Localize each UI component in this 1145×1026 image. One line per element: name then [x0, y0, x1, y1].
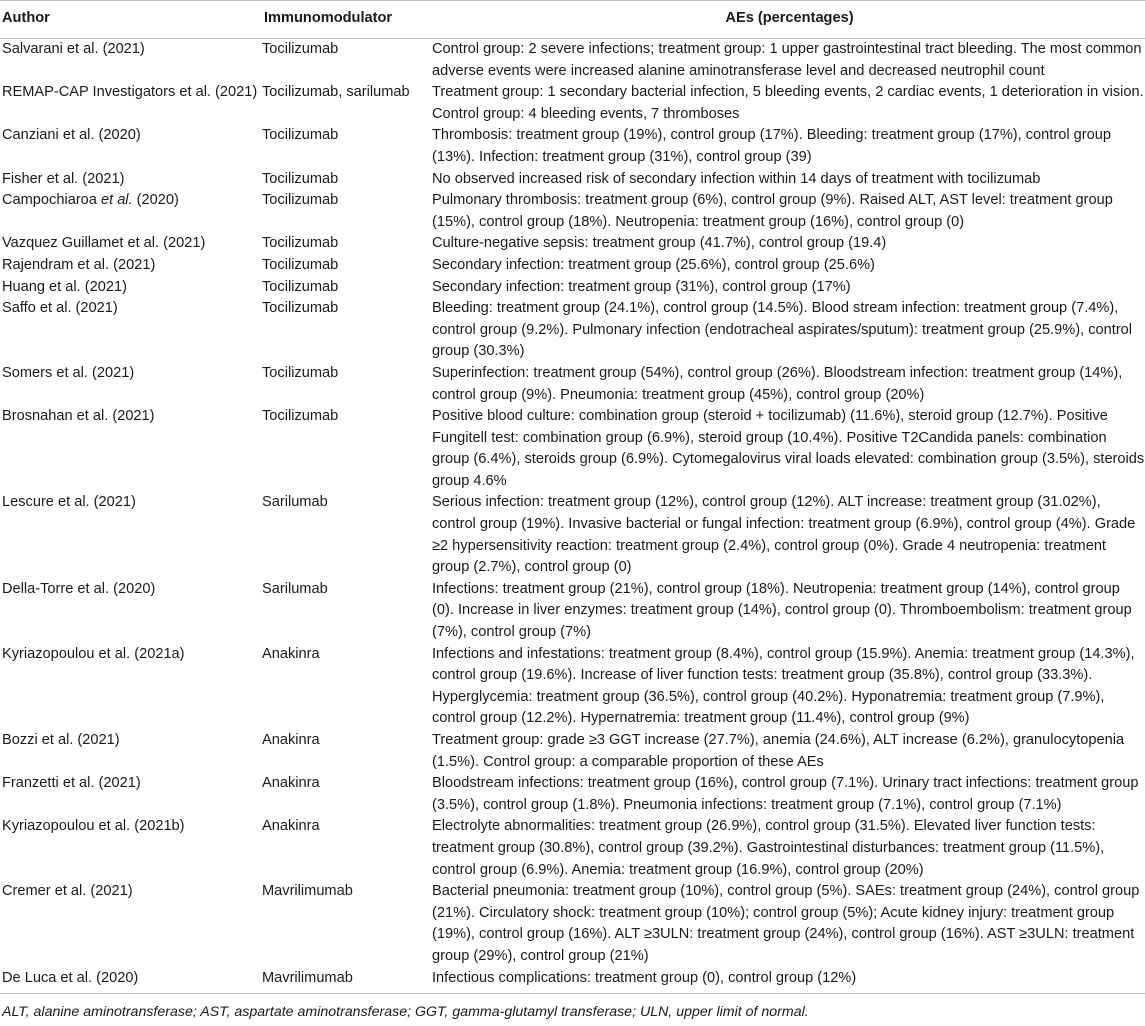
cell-aes: Culture-negative sepsis: treatment group (41.7%), control group (19.4)	[432, 235, 887, 252]
cell-immunomodulator: Tocilizumab	[262, 235, 339, 252]
cell-aes: Bleeding: treatment group (24.1%), control group (14.5%). Blood stream infection: treatment group (7.4%), control group (9.2%). Pulmonary infection (endotracheal aspirates/sputum): treatment group (25.9%), control group (30.3%)	[432, 300, 1133, 360]
table-row	[0, 298, 1145, 363]
cell-aes: Treatment group: grade ≥3 GGT increase (27.7%), anemia (24.6%), ALT increase (6.2%), granulocytopenia (1.5%). Control group: a comparable proportion of these AEs	[432, 732, 1125, 770]
cell-immunomodulator: Tocilizumab, sarilumab	[262, 84, 410, 101]
cell-aes: Serious infection: treatment group (12%), control group (12%). ALT increase: treatment group (31.02%), control group (19%). Invasive bacterial or fungal infection: treatment group (6.9%), control group (4%). Grade ≥2 hypersensitivity reaction: treatment group (2.4%), control group (0%). Grade 4 neutropenia: treatment group (2.7%), control group (0)	[432, 494, 1136, 576]
cell-immunomodulator: Anakinra	[262, 732, 320, 748]
table-row	[0, 881, 1145, 967]
author-et-al: et al.	[100, 192, 133, 209]
cell-aes: Treatment group: 1 secondary bacterial infection, 5 bleeding events, 2 cardiac events, 1 deterioration in vision. Control group: 4 bleeding events, 7 thromboses	[432, 84, 1144, 122]
table-row	[0, 233, 1145, 255]
cell-aes: Bacterial pneumonia: treatment group (10%), control group (5%). SAEs: treatment group (24%), control group (21%). Circulatory shock: treatment group (10%); control group (5%); Acute kidney injury: treatment group (19%), control group (16%). ALT ≥3ULN: treatment group (24%), control group (16%). AST ≥3ULN: treatment group (29%), control group (21%)	[432, 883, 1140, 964]
cell-author: Brosnahan et al. (2021)	[2, 408, 155, 425]
cell-immunomodulator: Anakinra	[262, 775, 320, 792]
header-author: Author	[0, 1, 262, 39]
table-row	[0, 125, 1145, 168]
cell-immunomodulator: Tocilizumab	[262, 41, 339, 57]
cell-author: Cremer et al. (2021)	[2, 883, 133, 900]
cell-author: Franzetti et al. (2021)	[2, 775, 141, 792]
cell-immunomodulator: Tocilizumab	[262, 300, 339, 317]
table-row	[0, 190, 1145, 233]
cell-author: Canziani et al. (2020)	[2, 127, 141, 144]
cell-immunomodulator: Sarilumab	[262, 494, 328, 511]
cell-aes: Secondary infection: treatment group (25.6%), control group (25.6%)	[432, 256, 875, 273]
cell-immunomodulator: Anakinra	[262, 645, 320, 662]
cell-author: Kyriazopoulou et al. (2021b)	[2, 818, 185, 835]
header-aes: AEs (percentages)	[432, 1, 1145, 39]
cell-author: Somers et al. (2021)	[2, 364, 135, 381]
cell-aes: Bloodstream infections: treatment group (16%), control group (7.1%). Urinary tract infections: treatment group (3.5%), control group (1.8%). Pneumonia infections: treatment group (7.1%), control group (7.1%)	[432, 775, 1139, 813]
cell-author: REMAP-CAP Investigators et al. (2021)	[2, 84, 258, 101]
table-row	[0, 277, 1145, 299]
cell-immunomodulator: Tocilizumab	[262, 256, 339, 273]
header-immunomodulator: Immunomodulator	[262, 1, 432, 39]
table-row	[0, 169, 1145, 191]
table-row	[0, 730, 1145, 773]
table-row	[0, 644, 1145, 730]
cell-immunomodulator: Mavrilimumab	[262, 968, 432, 994]
table-row	[0, 363, 1145, 406]
cell-immunomodulator: Tocilizumab	[262, 192, 339, 209]
cell-author: Huang et al. (2021)	[2, 278, 127, 295]
cell-author: Kyriazopoulou et al. (2021a)	[2, 645, 185, 662]
author-year: (2020)	[132, 192, 179, 209]
cell-author: Fisher et al. (2021)	[2, 170, 125, 187]
cell-aes: Infectious complications: treatment group (0), control group (12%)	[432, 968, 1145, 994]
cell-immunomodulator: Sarilumab	[262, 580, 328, 597]
cell-author: Salvarani et al. (2021)	[2, 41, 145, 57]
cell-aes: Control group: 2 severe infections; treatment group: 1 upper gastrointestinal tract bleeding. The most common adverse events were increased alanine aminotransferase level and decreased neutrophil count	[432, 41, 1142, 79]
cell-author	[0, 190, 262, 233]
cell-aes: No observed increased risk of secondary infection within 14 days of treatment with tocilizumab	[432, 170, 1041, 187]
author-name: Campochiaroa	[2, 192, 101, 209]
cell-author: Bozzi et al. (2021)	[2, 732, 120, 748]
cell-immunomodulator: Tocilizumab	[262, 127, 339, 144]
cell-immunomodulator: Tocilizumab	[262, 278, 339, 295]
cell-author: Vazquez Guillamet et al. (2021)	[2, 235, 206, 252]
cell-author: Rajendram et al. (2021)	[2, 256, 156, 273]
cell-aes: Positive blood culture: combination group (steroid + tocilizumab) (11.6%), steroid group (12.7%). Positive Fungitell test: combination group (6.9%), steroid group (10.4%). Positive T2Candida panels: combination group (6.4%), steroids group (6.9%). Cytomegalovirus viral loads elevated: combination group (3.5%), steroids group 4.6%	[432, 408, 1145, 489]
cell-aes: Thrombosis: treatment group (19%), control group (17%). Bleeding: treatment group (17%), control group (13%). Infection: treatment group (31%), control group (39)	[432, 127, 1111, 165]
cell-aes: Secondary infection: treatment group (31%), control group (17%)	[432, 278, 851, 295]
table-row	[0, 579, 1145, 644]
cell-author: Della-Torre et al. (2020)	[2, 580, 156, 597]
cell-immunomodulator: Mavrilimumab	[262, 883, 353, 900]
cell-aes: Electrolyte abnormalities: treatment group (26.9%), control group (31.5%). Elevated liver function tests: treatment group (30.8%), control group (39.2%). Gastrointestinal disturbances: treatment group (11.5%), control group (6.9%). Anemia: treatment group (16.9%), control group (20%)	[432, 818, 1105, 878]
table-row	[0, 968, 1145, 994]
table-row	[0, 406, 1145, 492]
cell-author: Lescure et al. (2021)	[2, 494, 136, 511]
cell-author: Saffo et al. (2021)	[2, 300, 118, 317]
table-footnote: ALT, alanine aminotransferase; AST, aspartate aminotransferase; GGT, gamma-glutamyl transferase; ULN, upper limit of normal.	[2, 1004, 809, 1021]
cell-immunomodulator: Anakinra	[262, 818, 320, 835]
cell-aes: Infections: treatment group (21%), control group (18%). Neutropenia: treatment group (14%), control group (0). Increase in liver enzymes: treatment group (14%), control group (0). Thromboembolism: treatment group (7%), control group (7%)	[432, 580, 1132, 641]
cell-author: De Luca et al. (2020)	[0, 968, 262, 994]
cell-aes: Superinfection: treatment group (54%), control group (26%). Bloodstream infection: treatment group (14%), control group (9%). Pneumonia: treatment group (45%), control group (20%)	[432, 364, 1123, 403]
table-header-row	[0, 1, 1145, 39]
table-row	[0, 492, 1145, 578]
table-row	[0, 816, 1145, 881]
cell-immunomodulator: Tocilizumab	[262, 170, 339, 187]
cell-aes: Infections and infestations: treatment group (8.4%), control group (15.9%). Anemia: treatment group (14.3%), control group (19.6%). Increase of liver function tests: treatment group (35.8%), control group (33.3%). Hyperglycemia: treatment group (36.5%), control group (40.2%). Hyponatremia: treatment group (7.9%), control group (12.2%). Hypernatremia: treatment group (11.4%), control group (9%)	[432, 645, 1135, 727]
table-row	[0, 39, 1145, 83]
table-row	[0, 255, 1145, 277]
cell-immunomodulator: Tocilizumab	[262, 408, 339, 425]
cell-immunomodulator: Tocilizumab	[262, 364, 339, 381]
table-row	[0, 82, 1145, 125]
cell-aes: Pulmonary thrombosis: treatment group (6%), control group (9%). Raised ALT, AST level: treatment group (15%), control group (18%). Neutropenia: treatment group (16%), control group (0)	[432, 192, 1113, 230]
table-row	[0, 773, 1145, 816]
